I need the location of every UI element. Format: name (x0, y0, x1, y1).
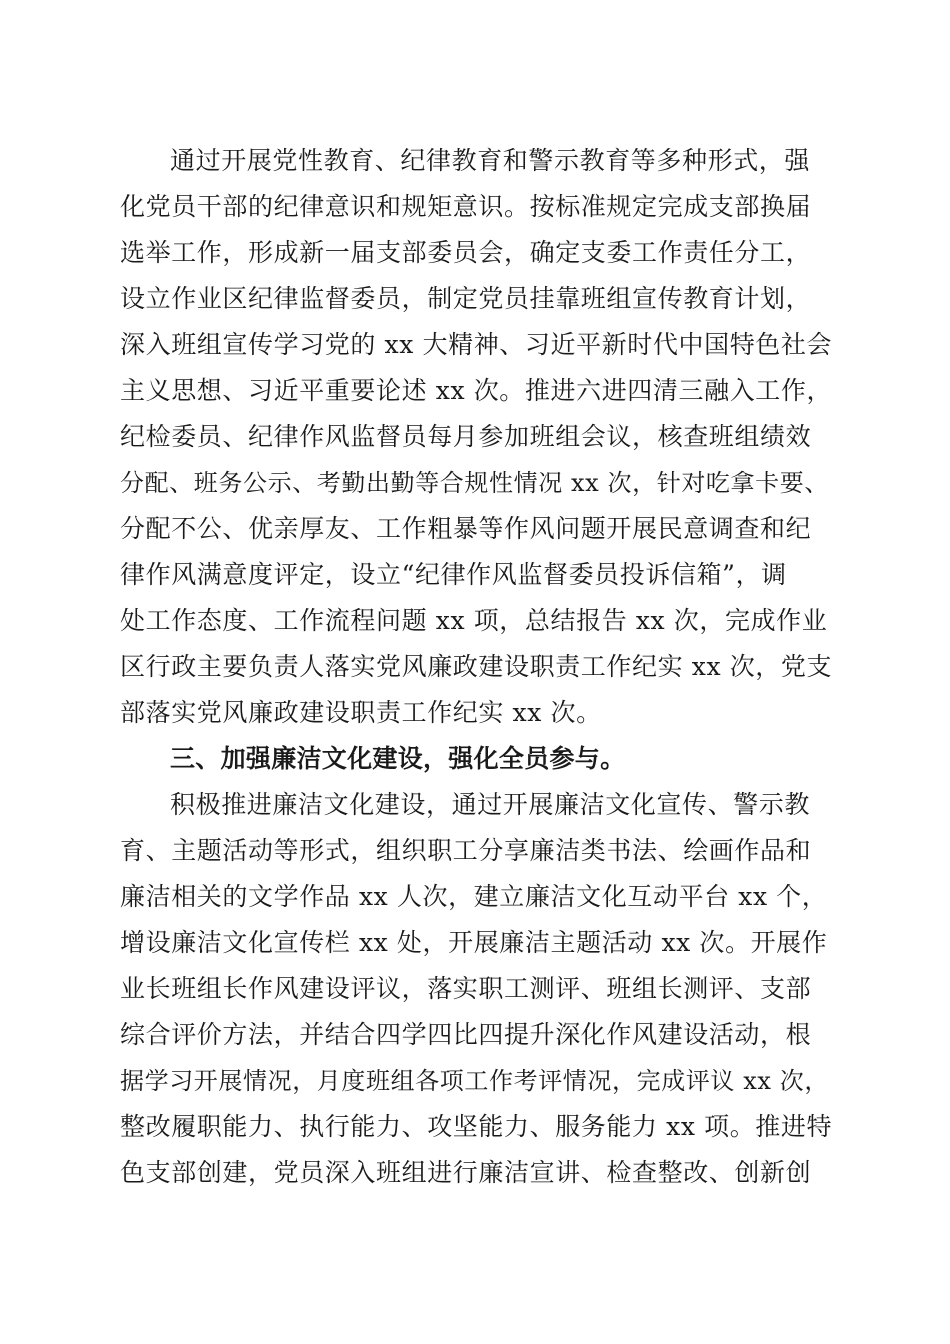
paragraph-1-line: 区行政主要负责人落实党风廉政建设职责工作纪实 xx 次，党支 (120, 652, 833, 681)
paragraph-2-line: 色支部创建，党员深入班组进行廉洁宣讲、检查整改、创新创 (120, 1158, 812, 1187)
paragraph-1-line: 分配、班务公示、考勤出勤等合规性情况 xx 次，针对吃拿卡要、 (120, 469, 829, 497)
paragraph-1-line: 主义思想、习近平重要论述 xx 次。推进六进四清三融入工作， (120, 376, 833, 405)
paragraph-2-line: 增设廉洁文化宣传栏 xx 处，开展廉洁主题活动 xx 次。开展作 (120, 928, 828, 957)
paragraph-1-line: 分配不公、优亲厚友、工作粗暴等作风问题开展民意调查和纪 (120, 514, 812, 543)
paragraph-1-line: 化党员干部的纪律意识和规矩意识。按标准规定完成支部换届 (120, 192, 812, 221)
paragraph-1-line: 通过开展党性教育、纪律教育和警示教育等多种形式，强 (170, 146, 811, 175)
paragraph-1-line: 律作风满意度评定，设立“纪律作风监督委员投诉信箱”，调 (120, 560, 787, 589)
paragraph-1-line: 深入班组宣传学习党的 xx 大精神、习近平新时代中国特色社会 (120, 330, 833, 359)
paragraph-2-line: 廉洁相关的文学作品 xx 人次，建立廉洁文化互动平台 xx 个， (120, 882, 828, 911)
paragraph-1-line: 设立作业区纪律监督委员，制定党员挂靠班组宣传教育计划， (120, 284, 812, 313)
paragraph-1-line: 部落实党风廉政建设职责工作纪实 xx 次。 (120, 698, 602, 727)
paragraph-2-line: 育、主题活动等形式，组织职工分享廉洁类书法、绘画作品和 (120, 836, 812, 865)
paragraph-2-line: 整改履职能力、执行能力、攻坚能力、服务能力 xx 项。推进特 (120, 1112, 833, 1141)
paragraph-2-line: 积极推进廉洁文化建设，通过开展廉洁文化宣传、警示教 (170, 790, 811, 819)
paragraph-1-line: 选举工作，形成新一届支部委员会，确定支委工作责任分工， (120, 238, 812, 267)
paragraph-1-line: 纪检委员、纪律作风监督员每月参加班组会议，核查班组绩效 (120, 422, 812, 451)
paragraph-2-line: 业长班组长作风建设评议，落实职工测评、班组长测评、支部 (120, 974, 812, 1003)
paragraph-1-line: 处工作态度、工作流程问题 xx 项，总结报告 xx 次，完成作业 (120, 606, 828, 635)
paragraph-2-line: 据学习开展情况，月度班组各项工作考评情况，完成评议 xx 次， (120, 1067, 829, 1095)
section-heading: 三、加强廉洁文化建设，强化全员参与。 (170, 744, 626, 773)
paragraph-2-line: 综合评价方法，并结合四学四比四提升深化作风建设活动，根 (120, 1020, 812, 1049)
